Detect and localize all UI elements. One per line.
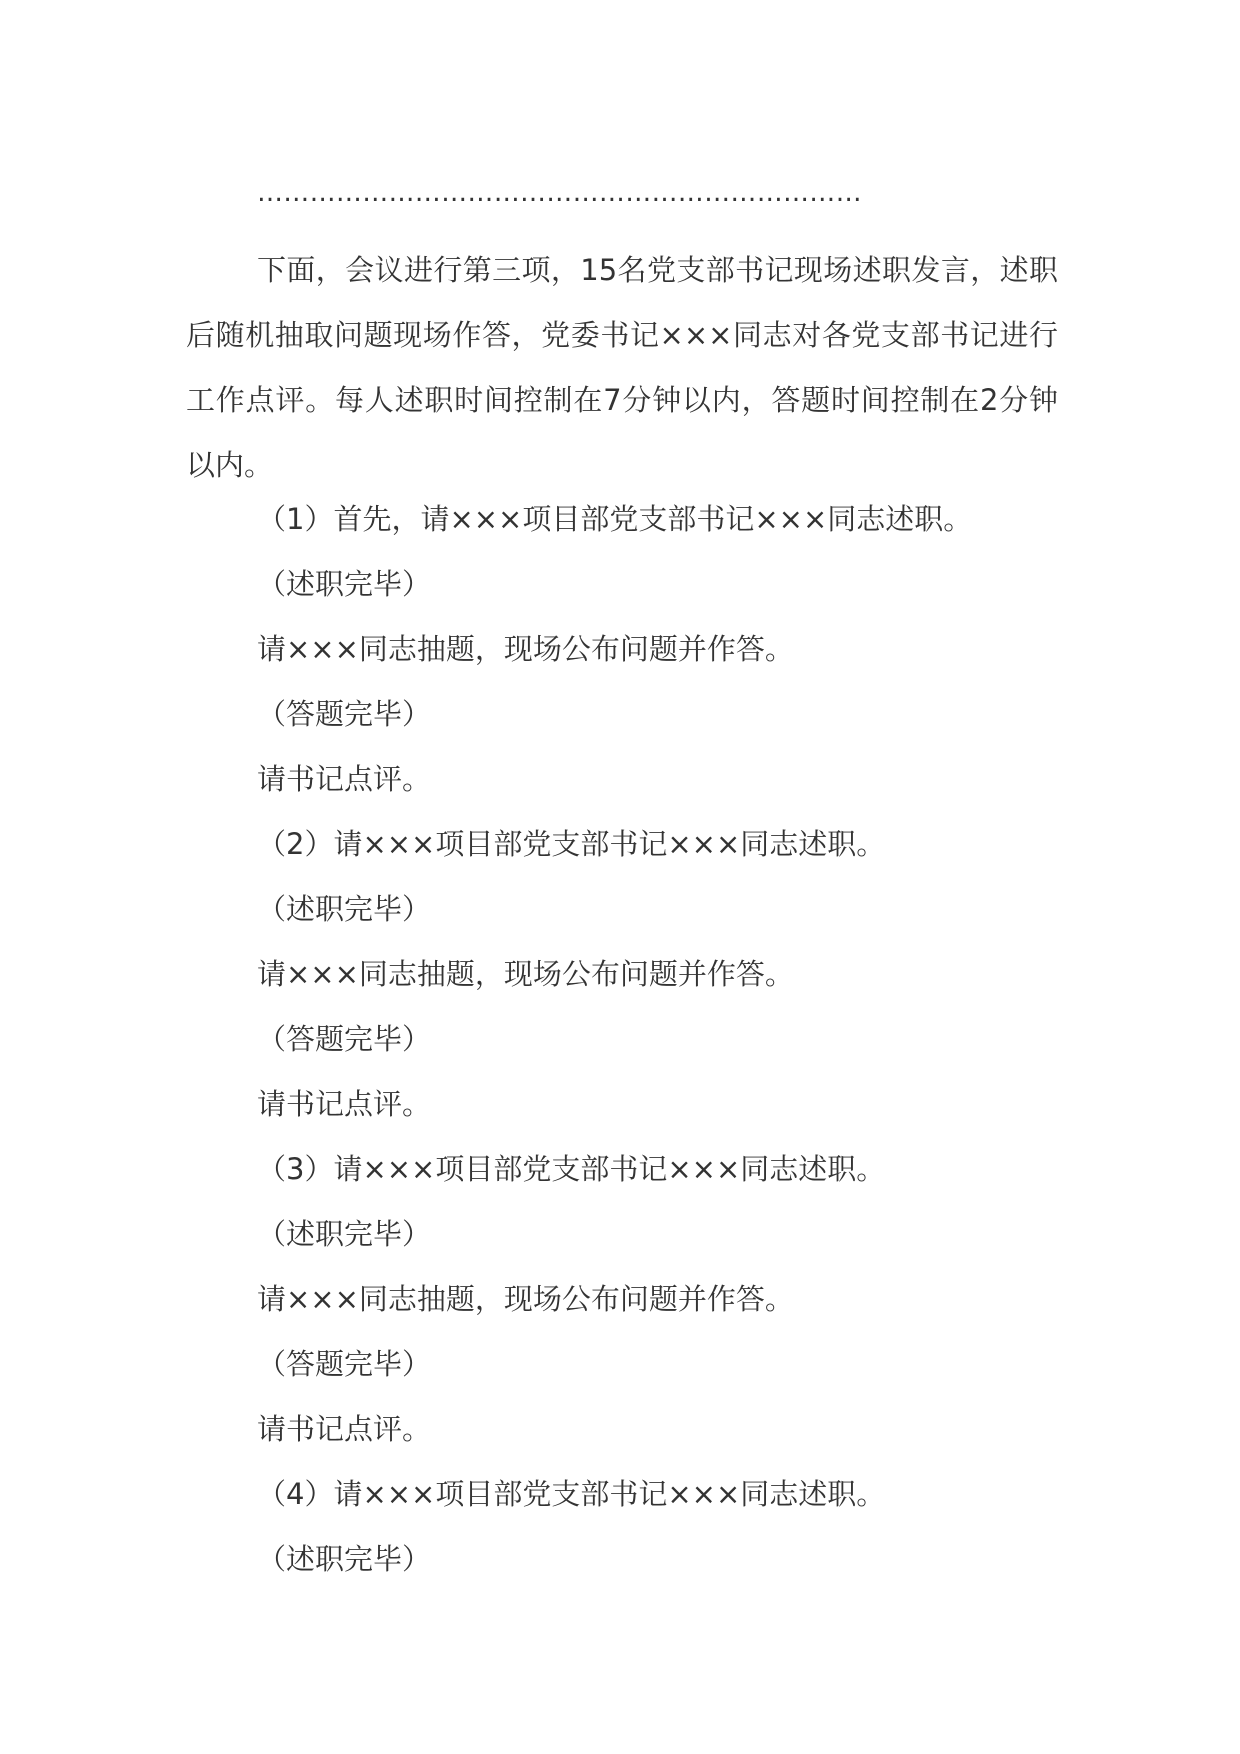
ellipsis-separator: ……………………………………………………………	[257, 178, 862, 208]
procedure-line: 请×××同志抽题，现场公布问题并作答。	[257, 632, 794, 666]
procedure-line: 请书记点评。	[257, 762, 432, 796]
procedure-line: （答题完毕）	[257, 1347, 432, 1381]
procedure-line: （述职完毕）	[257, 1217, 432, 1251]
intro-paragraph: 下面，会议进行第三项，15名党支部书记现场述职发言，述职后随机抽取问题现场作答，党委书记×××同志对各党支部书记进行工作点评。每人述职时间控制在7分钟以内，答题时间控制在2分钟以内。	[186, 253, 1058, 482]
procedure-line: 请书记点评。	[257, 1412, 432, 1446]
procedure-line: （4）请×××项目部党支部书记×××同志述职。	[257, 1477, 886, 1511]
procedure-line: 请书记点评。	[257, 1087, 432, 1121]
procedure-line: （1）首先，请×××项目部党支部书记×××同志述职。	[257, 502, 973, 536]
procedure-line: （2）请×××项目部党支部书记×××同志述职。	[257, 827, 886, 861]
procedure-line: （答题完毕）	[257, 1022, 432, 1056]
procedure-line: （述职完毕）	[257, 892, 432, 926]
procedure-line: （述职完毕）	[257, 567, 432, 601]
procedure-line: 请×××同志抽题，现场公布问题并作答。	[257, 1282, 794, 1316]
procedure-line: （述职完毕）	[257, 1542, 432, 1576]
procedure-line: （3）请×××项目部党支部书记×××同志述职。	[257, 1152, 886, 1186]
procedure-line: （答题完毕）	[257, 697, 432, 731]
procedure-line: 请×××同志抽题，现场公布问题并作答。	[257, 957, 794, 991]
